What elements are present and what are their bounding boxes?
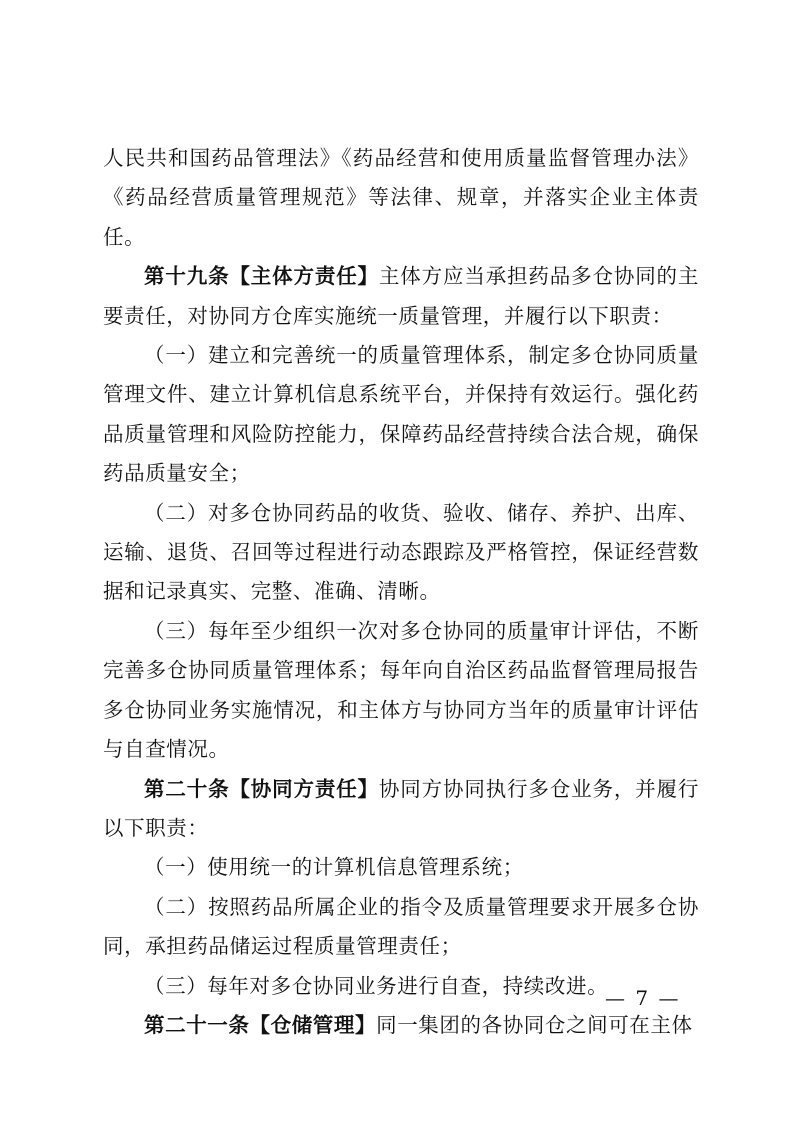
paragraph (103, 612, 699, 770)
paragraph-text: （一）使用统一的计算机信息管理系统； (144, 855, 524, 880)
paragraph-text: 主体方应当承担药品多仓协同的主要责任，对协同方仓库实施统一质量管理，并履行以下职责： (103, 264, 699, 328)
paragraph (103, 336, 699, 494)
paragraph (103, 1006, 699, 1045)
paragraph-text: （一）建立和完善统一的质量管理体系，制定多仓协同质量管理文件、建立计算机信息系统平台，并保持有效运行。强化药品质量管理和风险防控能力，保障药品经营持续合法合规，确保药品质量安全； (103, 343, 699, 486)
article-title: 第二十条【协同方责任】 (144, 776, 379, 801)
paragraph-text: 同一集团的各协同仓之间可在主体 (376, 1012, 693, 1037)
paragraph (103, 494, 699, 612)
paragraph-text: （三）每年对多仓协同业务进行自查，持续改进。 (144, 973, 609, 998)
paragraph (103, 139, 699, 257)
paragraph-text: （三）每年至少组织一次对多仓协同的质量审计评估，不断完善多仓协同质量管理体系；每年向自治区药品监督管理局报告多仓协同业务实施情况，和主体方与协同方当年的质量审计评估与自查情况。 (103, 618, 699, 762)
body-text (103, 139, 699, 1045)
article-title: 第二十一条【仓储管理】 (144, 1012, 377, 1037)
paragraph (103, 888, 699, 967)
paragraph (103, 257, 699, 336)
paragraph-text: （二）按照药品所属企业的指令及质量管理要求开展多仓协同，承担药品储运过程质量管理责任； (103, 894, 699, 959)
article-title: 第十九条【主体方责任】 (144, 264, 379, 289)
paragraph (103, 770, 699, 849)
paragraph-text: （二）对多仓协同药品的收货、验收、储存、养护、出库、运输、退货、召回等过程进行动态跟踪及严格管控，保证经营数据和记录真实、完整、准确、清晰。 (103, 500, 699, 604)
paragraph-text: 协同方协同执行多仓业务，并履行以下职责： (103, 776, 699, 840)
paragraph (103, 848, 699, 887)
paragraph-text: 人民共和国药品管理法》《药品经营和使用质量监督管理办法》《药品经营质量管理规范》等法律、规章，并落实企业主体责任。 (103, 146, 699, 249)
page-number: — 7 — (605, 986, 681, 1010)
